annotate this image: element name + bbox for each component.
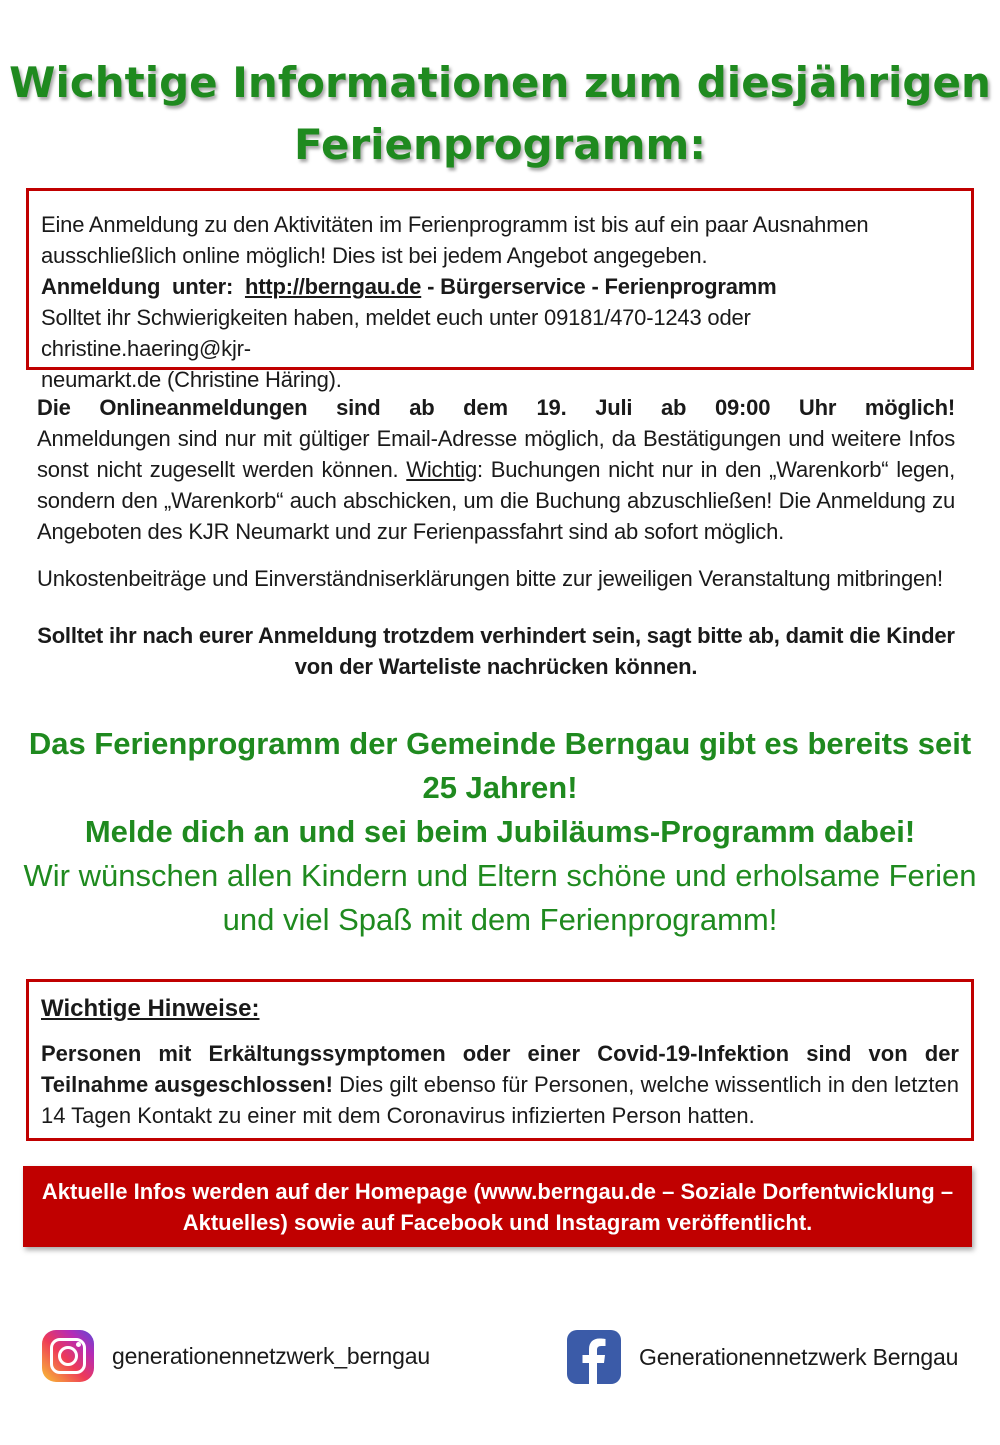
- updates-banner: [23, 1166, 972, 1247]
- important-notes-body: [41, 1038, 959, 1131]
- cancellation-line-1: Solltet ihr nach eurer Anmeldung trotzdem verhindert sein, sagt bitte ab, damit die Kinder: [37, 623, 955, 648]
- registration-info-box: [26, 188, 974, 392]
- instagram-handle: generationennetzwerk_berngau: [112, 1342, 430, 1369]
- registration-address: [41, 271, 959, 302]
- instagram-icon: [42, 1330, 94, 1382]
- anniversary-line-3: Melde dich an und sei beim Jubiläums-Programm dabei!: [84, 814, 916, 849]
- wishes-line-1: Wir wünschen allen Kindern und Eltern schöne und erholsame Ferien: [23, 858, 977, 893]
- instagram-link[interactable]: [42, 1330, 430, 1382]
- berngau-link[interactable]: http://berngau.de: [244, 274, 422, 299]
- wishes-line-2: und viel Spaß mit dem Ferienprogramm!: [222, 902, 778, 937]
- cancellation-line-2: von der Warteliste nachrücken können.: [294, 654, 698, 679]
- registration-label: Anmeldung unter:: [41, 274, 245, 299]
- anniversary-line-2: 25 Jahren!: [422, 770, 578, 805]
- costs-paragraph: Unkostenbeiträge und Einverständniserklärungen bitte zur jeweiligen Veranstaltung mitbringen!: [37, 566, 943, 591]
- contact-line-1: Solltet ihr Schwierigkeiten haben, meldet euch unter 09181/470-1243 oder christine.haering@kjr-: [41, 305, 751, 361]
- online-registration-text-b: : Buchungen nicht nur in den „Warenkorb“ legen, sondern den „Warenkorb“ auch abschicken, um die Buchung abzuschließen! Die Anmeldung zu Angeboten des KJR Neumarkt und zur Ferienpassfahrt sind ab sofort möglich.: [37, 457, 955, 544]
- facebook-link[interactable]: [567, 1330, 958, 1384]
- online-registration-paragraph: [37, 392, 955, 547]
- page-title: [0, 52, 1000, 176]
- registration-path: - Bürgerservice - Ferienprogramm: [421, 274, 777, 299]
- updates-banner-line-1: Aktuelle Infos werden auf der Homepage (www.berngau.de – Soziale Dorfentwicklung –: [41, 1179, 954, 1204]
- facebook-name: Generationennetzwerk Berngau: [639, 1343, 959, 1370]
- important-notes-text: Dies gilt ebenso für Personen, welche wissentlich in den letzten 14 Tagen Kontakt zu einer mit dem Coronavirus infizierten Person hatten.: [41, 1072, 959, 1128]
- facebook-icon: [567, 1330, 621, 1384]
- important-notes-heading: Wichtige Hinweise:: [41, 995, 260, 1022]
- contact-line-2: neumarkt.de (Christine Häring).: [41, 367, 342, 392]
- anniversary-message: [0, 722, 1000, 942]
- registration-line-1: Eine Anmeldung zu den Aktivitäten im Ferienprogramm ist bis auf ein paar Ausnahmen: [41, 212, 869, 237]
- anniversary-line-1: Das Ferienprogramm der Gemeinde Berngau gibt es bereits seit: [28, 726, 972, 761]
- important-label: Wichtig: [406, 457, 478, 482]
- registration-line-2: ausschließlich online möglich! Dies ist bei jedem Angebot angegeben.: [41, 243, 708, 268]
- page-title-line-2: Ferienprogramm:: [293, 120, 707, 169]
- important-notes-box: [26, 979, 974, 1141]
- cancellation-paragraph: [37, 620, 955, 682]
- online-registration-lead: Die Onlineanmeldungen sind ab dem 19. Juli ab 09:00 Uhr möglich!: [37, 395, 955, 420]
- page-title-line-1: Wichtige Informationen zum diesjährigen: [9, 58, 991, 107]
- important-notes-bold: Personen mit Erkältungssymptomen oder einer Covid-19-Infektion sind von der Teilnahme ausgeschlossen!: [41, 1041, 959, 1097]
- online-registration-text-a: Anmeldungen sind nur mit gültiger Email-Adresse möglich, da Bestätigungen und weitere Infos sonst nicht zugesellt werden können.: [37, 426, 955, 482]
- updates-banner-line-2: Aktuelles) sowie auf Facebook und Instagram veröffentlicht.: [182, 1210, 813, 1235]
